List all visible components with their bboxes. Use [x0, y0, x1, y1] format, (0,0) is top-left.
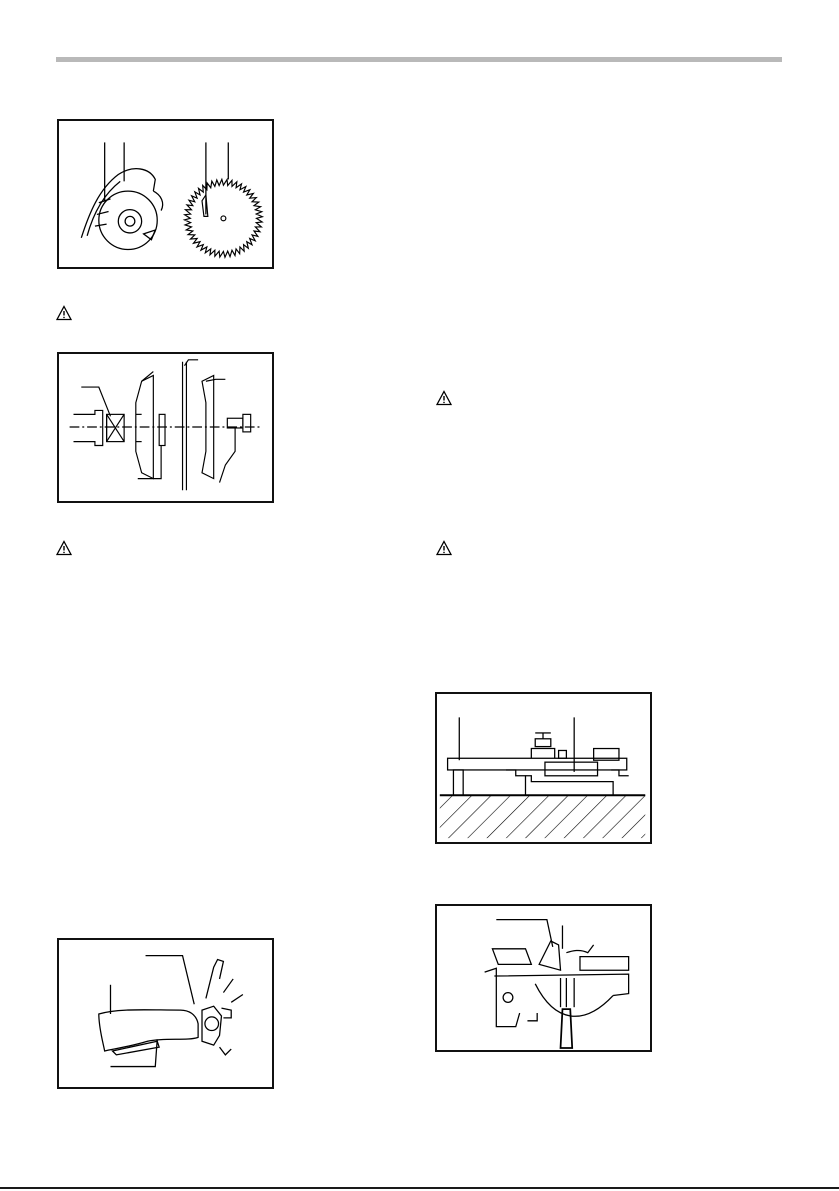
- blade-arrow-illustration: [59, 121, 272, 267]
- saw-on-bench-illustration: [437, 694, 650, 842]
- clamp-illustration: [437, 906, 650, 1050]
- blade-assembly-illustration: [59, 354, 272, 501]
- warning-icon: [436, 390, 452, 406]
- saw-on-bench-figure: [435, 692, 652, 844]
- dust-bag-illustration: [59, 940, 272, 1087]
- footer-rule: [0, 1187, 839, 1189]
- warning-icon: [436, 540, 452, 556]
- warning-icon: [56, 540, 72, 556]
- clamp-figure: [435, 904, 652, 1052]
- blade-arrow-figure: [57, 119, 274, 269]
- saw-blade: [184, 179, 262, 257]
- header-rule: [56, 57, 782, 62]
- warning-icon: [56, 305, 72, 321]
- blade-assembly-figure: [57, 352, 274, 503]
- dust-bag-figure: [57, 938, 274, 1089]
